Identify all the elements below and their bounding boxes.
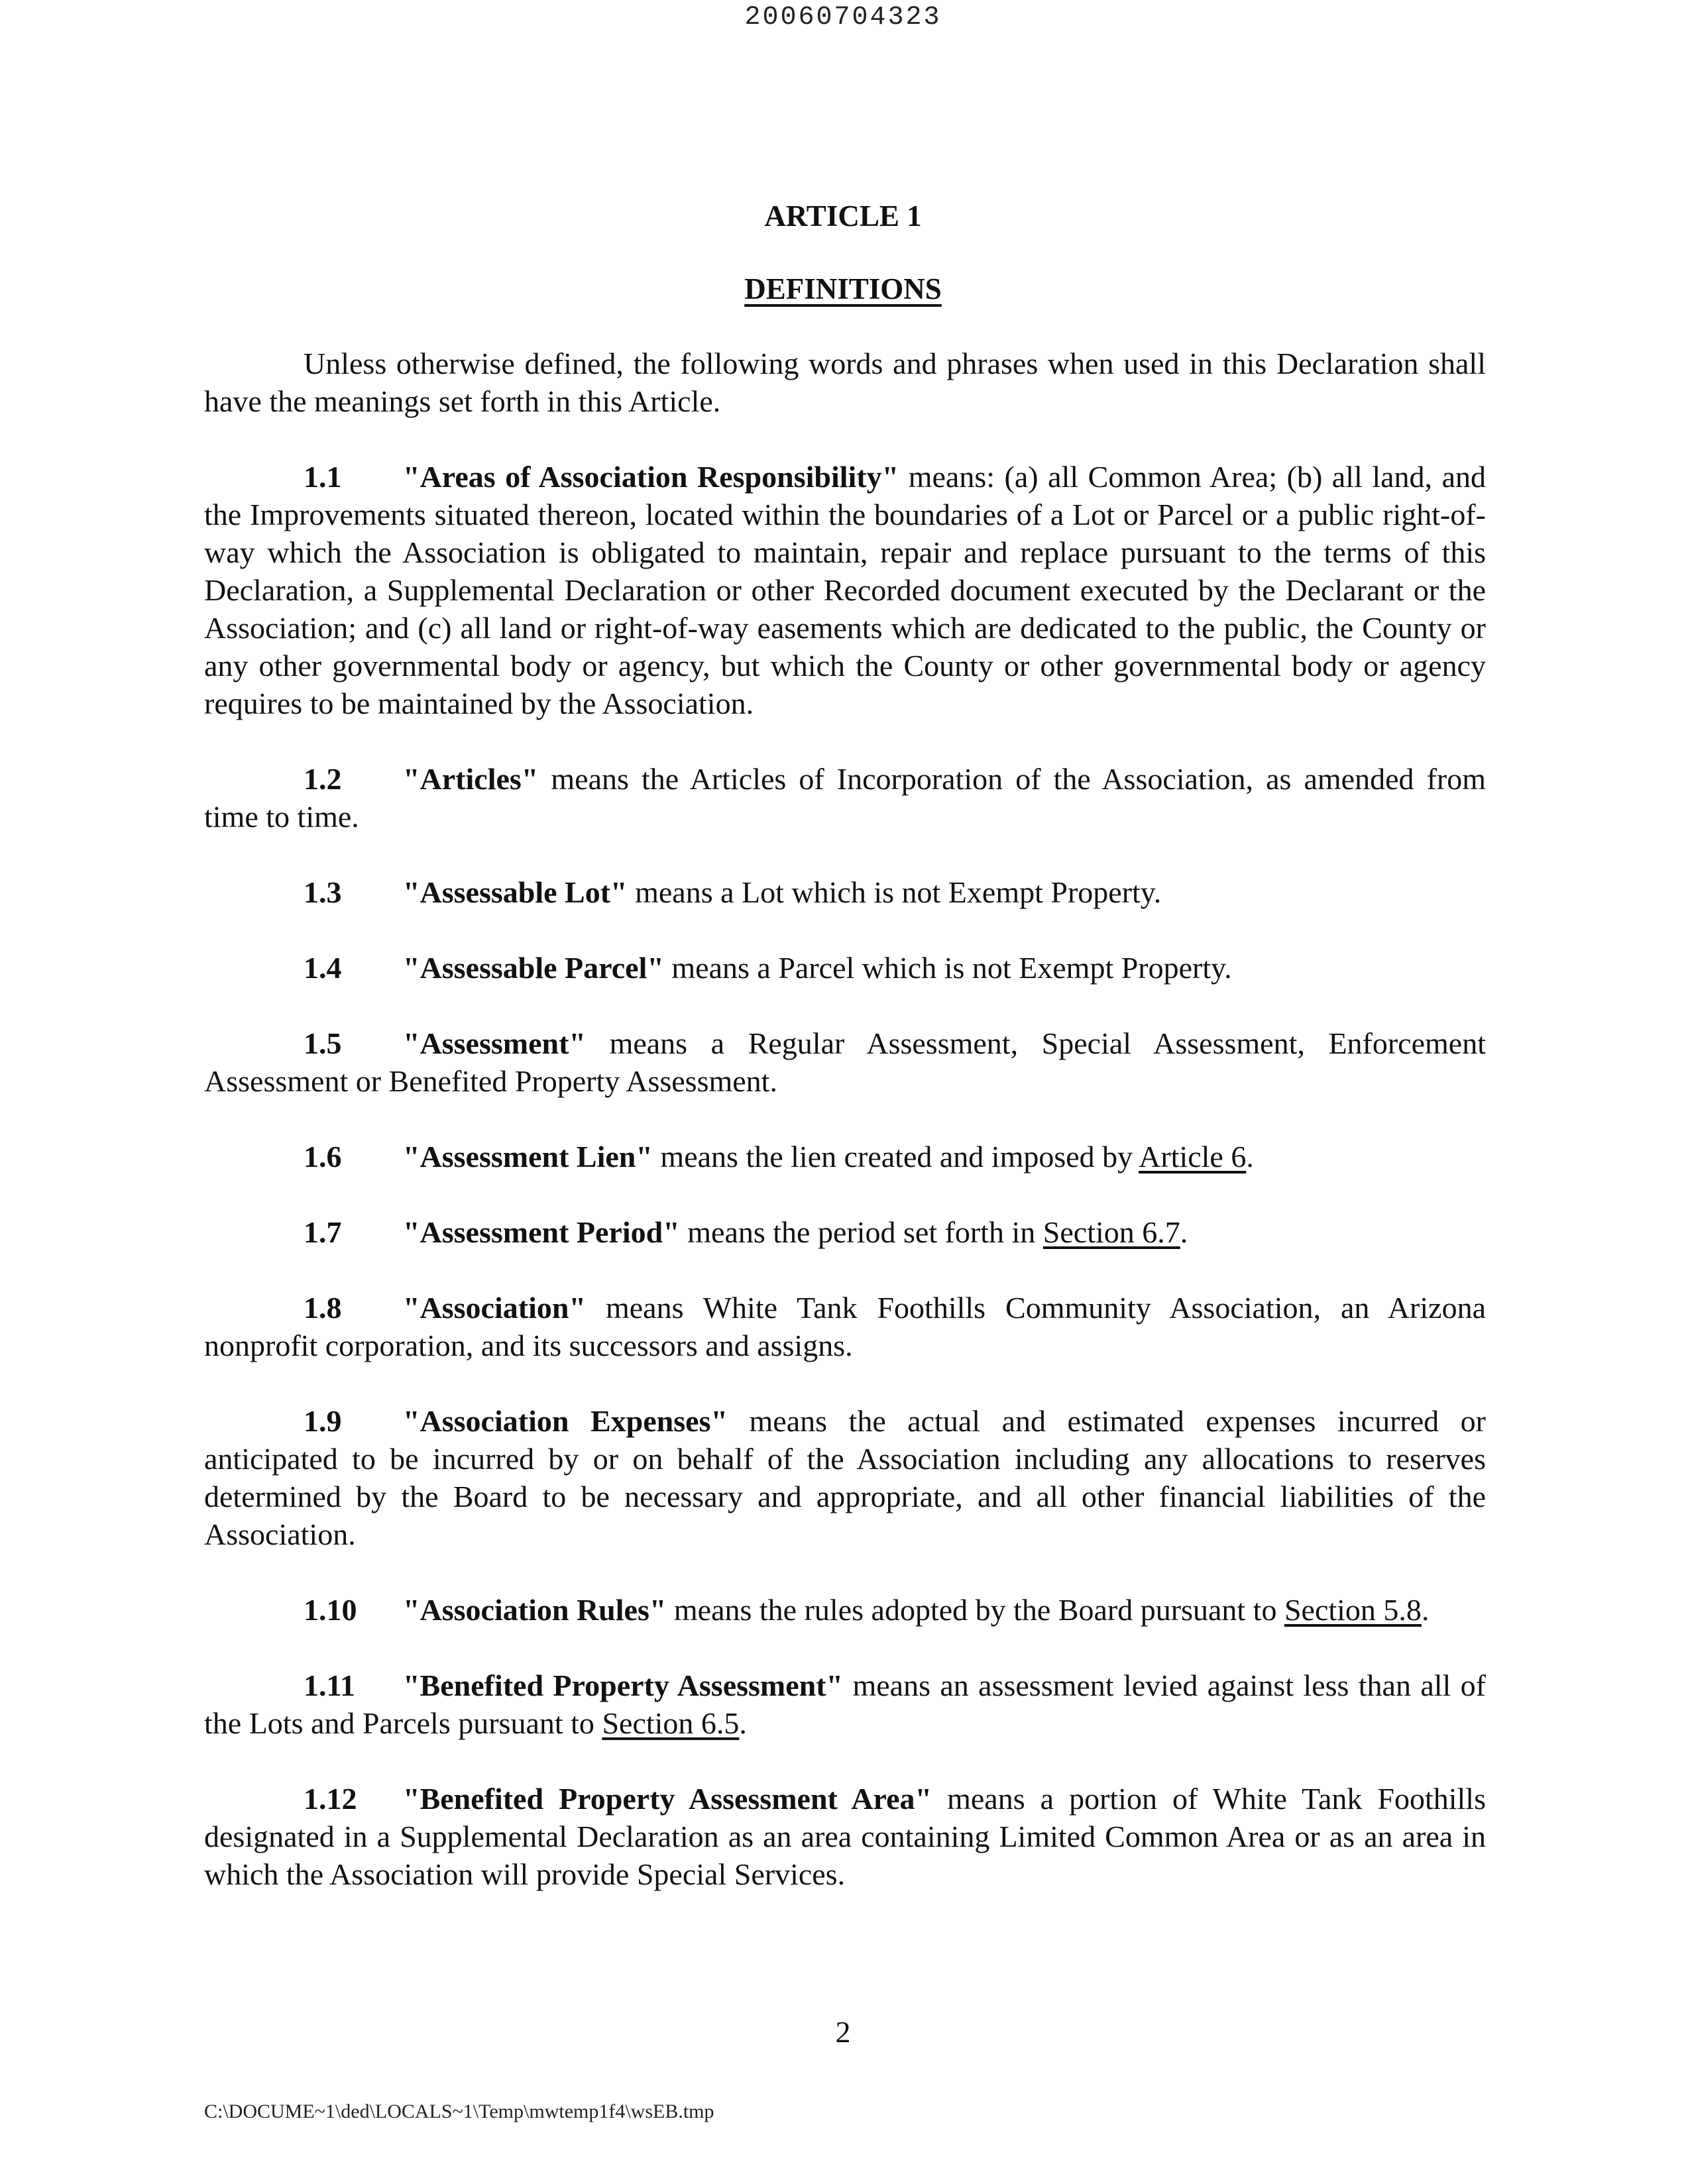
- definition-paragraph: [204, 458, 1486, 722]
- section-number: 1.4: [304, 951, 342, 985]
- definition-paragraph: [204, 1780, 1486, 1893]
- definition-paragraph: [204, 1666, 1486, 1742]
- article-subtitle: [0, 272, 1686, 306]
- intro-paragraph: Unless otherwise defined, the following words and phrases when used in this Declaration shall have the meanings set forth in this Article.: [204, 347, 1486, 418]
- section-number: 1.12: [304, 1782, 357, 1816]
- cross-reference-link[interactable]: Article 6: [1139, 1140, 1247, 1174]
- definition-text: means the rules adopted by the Board pursuant to: [666, 1593, 1284, 1627]
- section-number: 1.7: [304, 1215, 342, 1249]
- definition-text-end: .: [1180, 1215, 1188, 1249]
- definition-text-end: .: [1421, 1593, 1430, 1627]
- defined-term: "Assessment Lien": [403, 1140, 653, 1174]
- defined-term: "Association Expenses": [403, 1404, 728, 1438]
- definition-text: means a portion of White Tank Foothills designated in a Supplemental Declaration as an area containing Limited Common Area or as an area in which the Association will provide Special Services.: [204, 1782, 1486, 1891]
- section-number: 1.11: [304, 1668, 355, 1702]
- cross-reference-link[interactable]: Section 6.7: [1042, 1215, 1180, 1249]
- definition-paragraph: [204, 1138, 1486, 1175]
- defined-term: "Assessable Parcel": [403, 951, 664, 985]
- document-number: 20060704323: [744, 3, 942, 32]
- definition-text: means a Parcel which is not Exempt Property.: [663, 951, 1232, 985]
- definition-text-end: .: [1246, 1140, 1254, 1174]
- definition-text-end: .: [739, 1706, 747, 1740]
- definition-paragraph: [204, 949, 1486, 987]
- section-number: 1.1: [304, 460, 342, 494]
- cross-reference-link[interactable]: Section 6.5: [602, 1706, 740, 1740]
- document-body: [204, 345, 1486, 1931]
- definition-text: means a Lot which is not Exempt Property.: [627, 875, 1162, 909]
- file-path-footer: C:\DOCUME~1\ded\LOCALS~1\Temp\mwtemp1f4\wsEB.tmp: [204, 2101, 714, 2122]
- section-number: 1.10: [304, 1593, 357, 1627]
- definition-text: means the lien created and imposed by: [652, 1140, 1139, 1174]
- definition-text: means the actual and estimated expenses incurred or anticipated to be incurred by or on behalf of the Association including any allocations to reserves determined by the Board to be necessary and appropriate, and all other financial liabilities of the Association.: [204, 1404, 1486, 1551]
- defined-term: "Articles": [403, 762, 539, 796]
- defined-term: "Areas of Association Responsibility": [403, 460, 899, 494]
- definition-paragraph: [204, 1213, 1486, 1251]
- section-number: 1.9: [304, 1404, 342, 1438]
- article-title: ARTICLE 1: [764, 199, 922, 233]
- definition-paragraph: [204, 873, 1486, 911]
- defined-term: "Association Rules": [403, 1593, 667, 1627]
- defined-term: "Assessment Period": [403, 1215, 680, 1249]
- defined-term: "Assessable Lot": [403, 875, 628, 909]
- section-number: 1.3: [304, 875, 342, 909]
- section-number: 1.8: [304, 1291, 342, 1325]
- article-subtitle-text: DEFINITIONS: [744, 272, 942, 305]
- definition-paragraph: [204, 1402, 1486, 1553]
- definition-text: means White Tank Foothills Community Association, an Arizona nonprofit corporation, and its successors and assigns.: [204, 1291, 1486, 1362]
- definition-text: means a Regular Assessment, Special Assessment, Enforcement Assessment or Benefited Property Assessment.: [204, 1026, 1486, 1098]
- definition-paragraph: [204, 1289, 1486, 1364]
- definition-paragraph: [204, 1024, 1486, 1100]
- definition-text: means: (a) all Common Area; (b) all land, and the Improvements situated thereon, located within the boundaries of a Lot or Parcel or a public right-of-way which the Association is obligated to maintain, repair and replace pursuant to the terms of this Declaration, a Supplemental Declaration or other Recorded document executed by the Declarant or the Association; and (c) all land or right-of-way easements which are dedicated to the public, the County or any other governmental body or agency, but which the County or other governmental body or agency requires to be maintained by the Association.: [204, 460, 1486, 720]
- definition-text: means an assessment levied against less than all of the Lots and Parcels pursuant to: [204, 1668, 1486, 1740]
- definition-text: means the period set forth in: [679, 1215, 1043, 1249]
- defined-term: "Assessment": [403, 1026, 586, 1060]
- definition-text: means the Articles of Incorporation of the Association, as amended from time to time.: [204, 762, 1486, 834]
- section-number: 1.5: [304, 1026, 342, 1060]
- definition-paragraph: [204, 1591, 1486, 1629]
- definition-paragraph: [204, 760, 1486, 836]
- defined-term: "Benefited Property Assessment Area": [403, 1782, 932, 1816]
- defined-term: "Association": [403, 1291, 586, 1325]
- defined-term: "Benefited Property Assessment": [403, 1668, 844, 1702]
- cross-reference-link[interactable]: Section 5.8: [1284, 1593, 1422, 1627]
- page-number: 2: [835, 2015, 851, 2049]
- section-number: 1.2: [304, 762, 342, 796]
- section-number: 1.6: [304, 1140, 342, 1174]
